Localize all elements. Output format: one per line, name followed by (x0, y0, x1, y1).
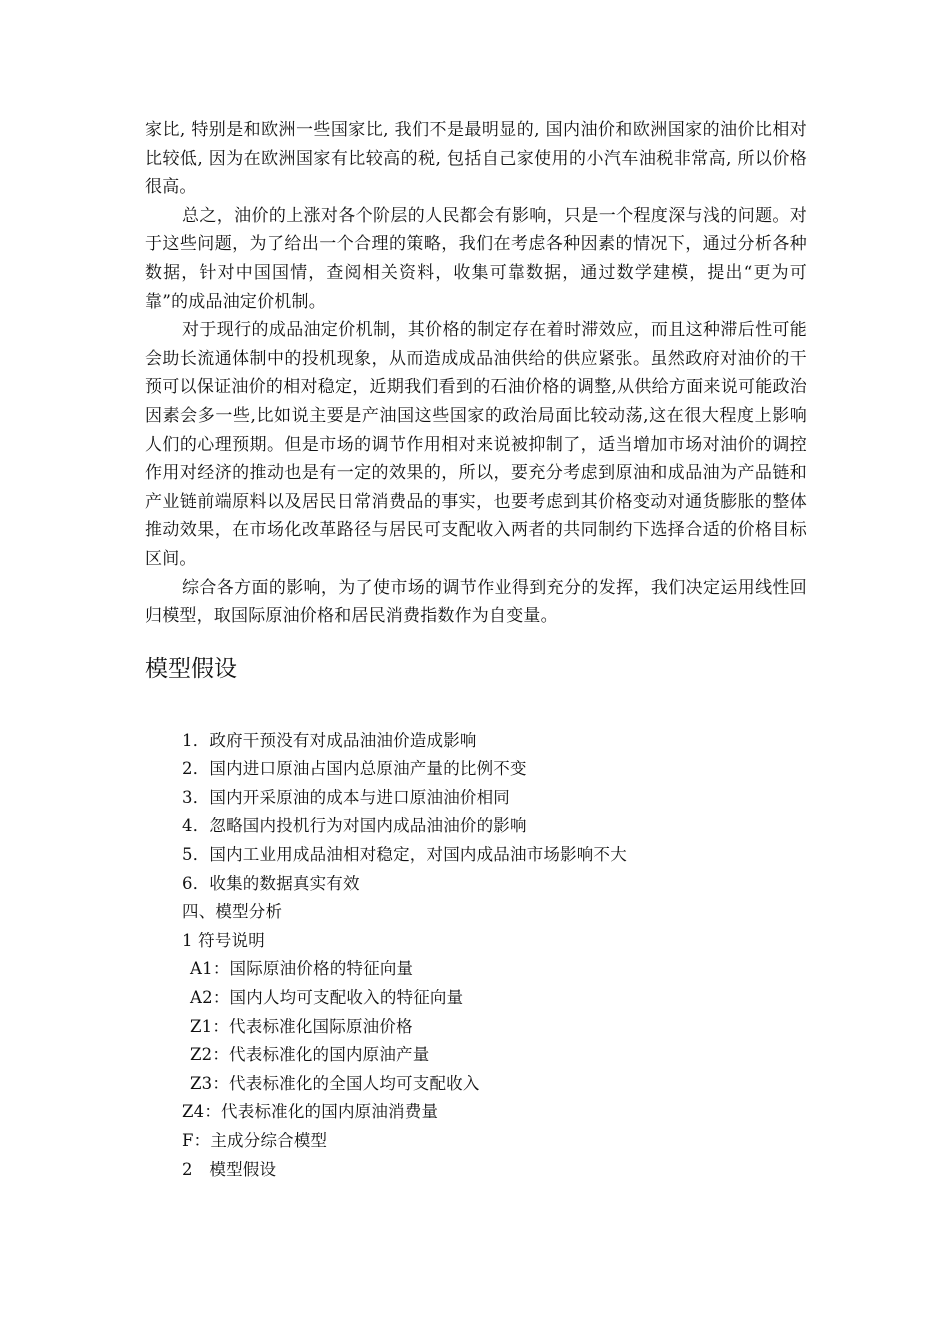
document-page (145, 116, 807, 1184)
paragraph-continuation: 家比, 特别是和欧洲一些国家比, 我们不是最明显的, 国内油价和欧洲国家的油价比相对比较低, 因为在欧洲国家有比较高的税, 包括自己家使用的小汽车油税非常高, 所以价格很高。 (145, 120, 807, 198)
list-item: 1．政府干预没有对成品油油价造成影响 (182, 730, 477, 750)
list-item: A1：国际原油价格的特征向量 (190, 959, 414, 979)
list-item: 5．国内工业用成品油相对稳定，对国内成品油市场影响不大 (182, 845, 627, 865)
list-item: 3．国内开采原油的成本与进口原油油价相同 (182, 787, 510, 807)
list-item: 1 符号说明 (182, 930, 265, 950)
paragraph-pricing-mechanism: 对于现行的成品油定价机制，其价格的制定存在着时滞效应，而且这种滞后性可能会助长流通体制中的投机现象，从而造成成品油供给的供应紧张。虽然政府对油价的干预可以保证油价的相对稳定，近期我们看到的石油价格的调整,从供给方面来说可能政治因素会多一些,比如说主要是产油国这些国家的政治局面比较动荡,这在很大程度上影响人们的心理预期。但是市场的调节作用相对来说被抑制了，适当增加市场对油价的调控作用对经济的推动也是有一定的效果的，所以，要充分考虑到原油和成品油为产品链和产业链前端原料以及居民日常消费品的事实，也要考虑到其价格变动对通货膨胀的整体推动效果，在市场化改革路径与居民可支配收入两者的共同制约下选择合适的价格目标区间。 (145, 320, 807, 569)
list-item: 4．忽略国内投机行为对国内成品油油价的影响 (182, 816, 527, 836)
list-item: 2 模型假设 (182, 1159, 277, 1179)
list-item: Z1：代表标准化国际原油价格 (190, 1016, 413, 1036)
list-item: 四、模型分析 (182, 902, 283, 922)
list-item: Z2：代表标准化的国内原油产量 (190, 1045, 430, 1065)
list-item: A2：国内人均可支配收入的特征向量 (190, 988, 464, 1008)
list-item: Z3：代表标准化的全国人均可支配收入 (190, 1073, 480, 1093)
list-item: 2．国内进口原油占国内总原油产量的比例不变 (182, 759, 527, 779)
list-item: Z4：代表标准化的国内原油消费量 (182, 1102, 439, 1122)
assumption-list (145, 727, 807, 1185)
paragraph-regression-choice: 综合各方面的影响，为了使市场的调节作业得到充分的发挥，我们决定运用线性回归模型，取国际原油价格和居民消费指数作为自变量。 (145, 577, 807, 627)
list-item: 6．收集的数据真实有效 (182, 873, 360, 893)
list-item: F：主成分综合模型 (182, 1131, 328, 1150)
section-heading-model-assumptions: 模型假设 (145, 655, 237, 682)
paragraph-summary: 总之，油价的上涨对各个阶层的人民都会有影响，只是一个程度深与浅的问题。对于这些问题，为了给出一个合理的策略，我们在考虑各种因素的情况下，通过分析各种数据，针对中国国情，查阅相关资料，收集可靠数据，通过数学建模，提出“更为可靠”的成品油定价机制。 (145, 205, 807, 312)
